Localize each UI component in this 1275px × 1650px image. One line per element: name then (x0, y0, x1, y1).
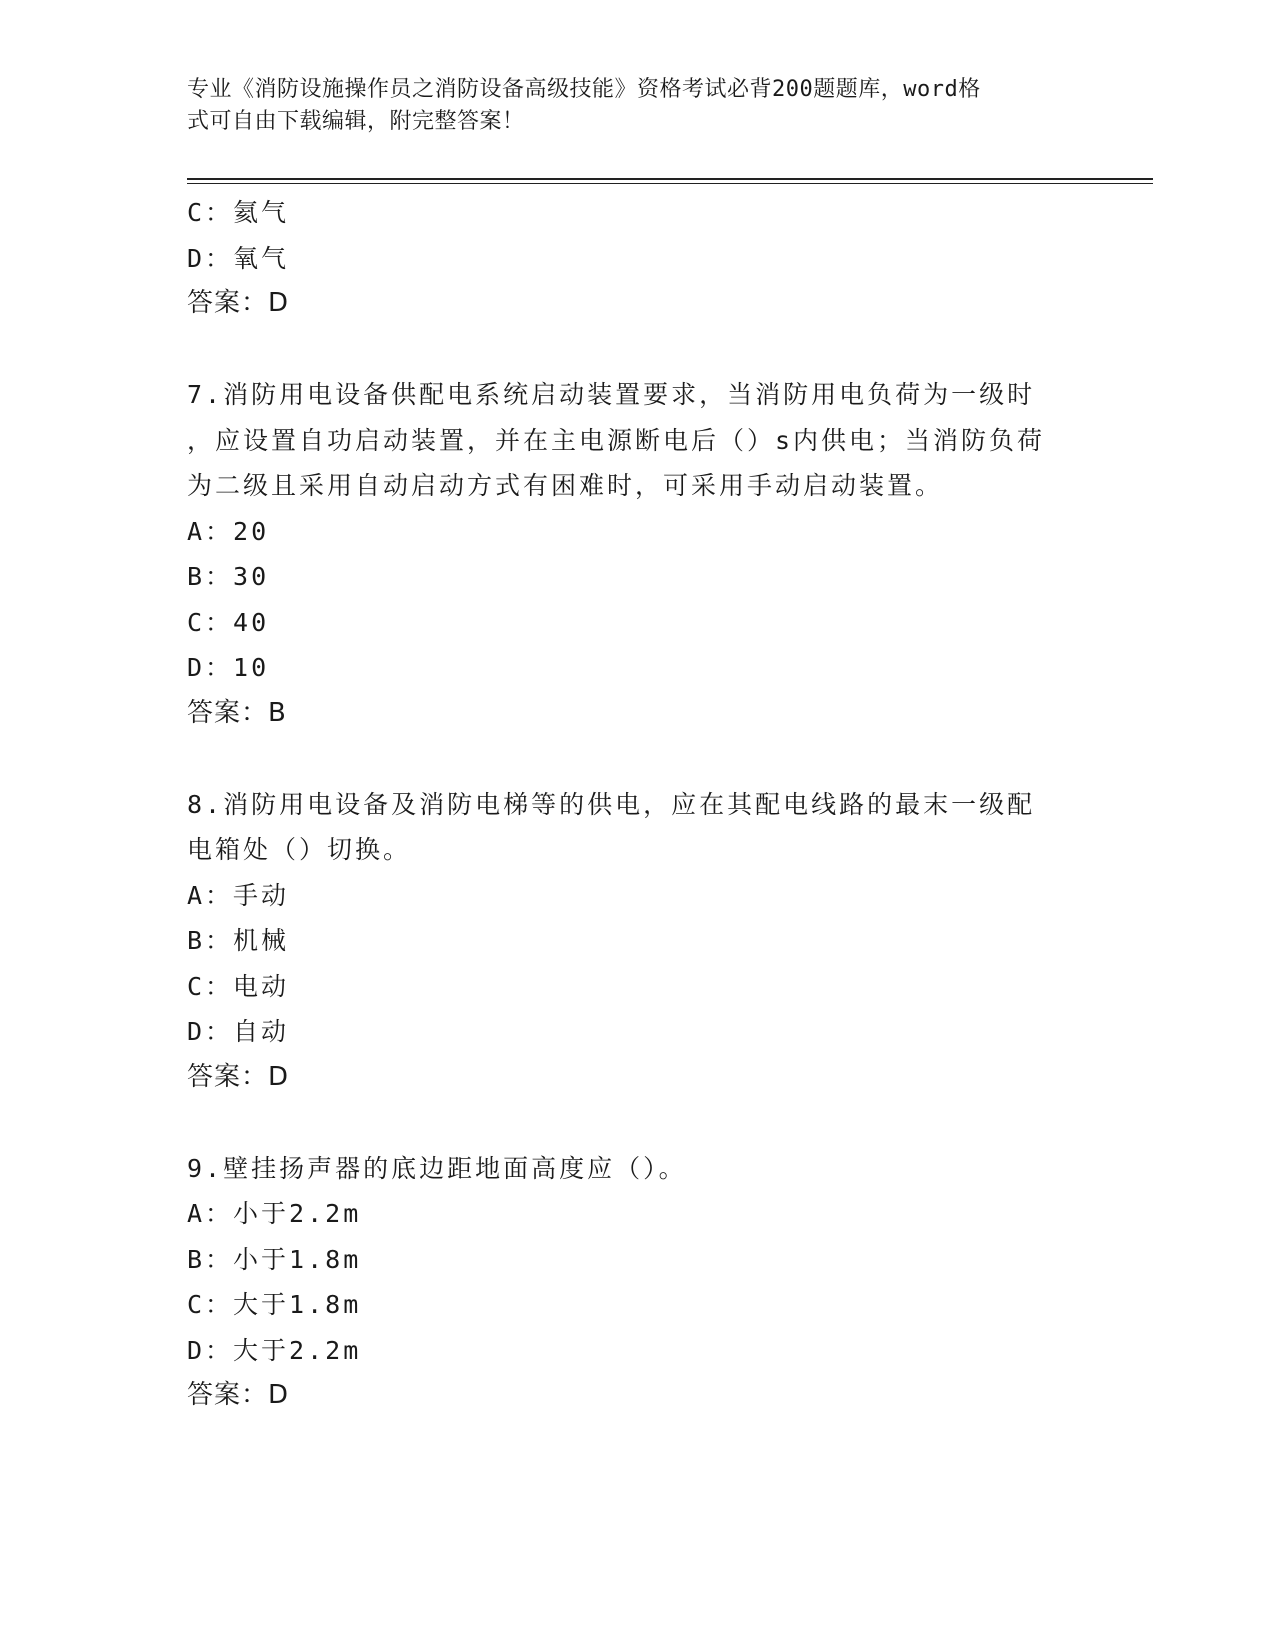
question-stem-line: 电箱处（）切换。 (187, 835, 412, 864)
answer-line: 答案：D (187, 288, 290, 318)
spacer (187, 327, 1087, 373)
option-b: B：小于1.8m (187, 1244, 362, 1274)
question-stem-line: 为二级且采用自动启动方式有困难时，可采用手动启动装置。 (187, 471, 944, 500)
carryover-block (187, 190, 1087, 327)
question-content (187, 190, 1087, 1419)
option-c: C：电动 (187, 971, 290, 1001)
header-line-1: 专业《消防设施操作员之消防设备高级技能》资格考试必背200题题库，word格 (187, 77, 981, 102)
option-b: B：机械 (187, 926, 290, 955)
document-header (187, 74, 1087, 138)
question-stem-line: 9.壁挂扬声器的底边距地面高度应（）。 (187, 1153, 687, 1183)
question-stem-line: 8.消防用电设备及消防电梯等的供电，应在其配电线路的最末一级配 (187, 789, 1036, 819)
option-d: D：大于2.2m (187, 1335, 362, 1365)
answer-line: 答案：D (187, 1380, 290, 1410)
option-a: A：手动 (187, 880, 290, 910)
option-c: C：氦气 (187, 198, 290, 227)
option-d: D：自动 (187, 1017, 290, 1046)
header-line-2: 式可自由下载编辑，附完整答案！ (187, 109, 525, 134)
option-c: C：大于1.8m (187, 1290, 362, 1319)
answer-line: 答案：D (187, 1061, 290, 1092)
question-9 (187, 1146, 1087, 1419)
spacer (187, 1100, 1087, 1146)
option-b: B：30 (187, 562, 270, 591)
option-d: D：氧气 (187, 243, 290, 273)
question-8 (187, 782, 1087, 1101)
header-divider-thick (187, 178, 1153, 180)
spacer (187, 736, 1087, 782)
question-stem-line: 7.消防用电设备供配电系统启动装置要求，当消防用电负荷为一级时 (187, 380, 1036, 409)
option-c: C：40 (187, 607, 270, 637)
question-stem-line: ，应设置自功启动装置，并在主电源断电后（）s内供电；当消防负荷 (187, 425, 1046, 455)
option-a: A：20 (187, 516, 270, 546)
question-7 (187, 372, 1087, 736)
option-a: A：小于2.2m (187, 1199, 362, 1228)
header-divider-thin (187, 183, 1153, 184)
option-d: D：10 (187, 653, 270, 682)
answer-line: 答案：B (187, 697, 287, 728)
